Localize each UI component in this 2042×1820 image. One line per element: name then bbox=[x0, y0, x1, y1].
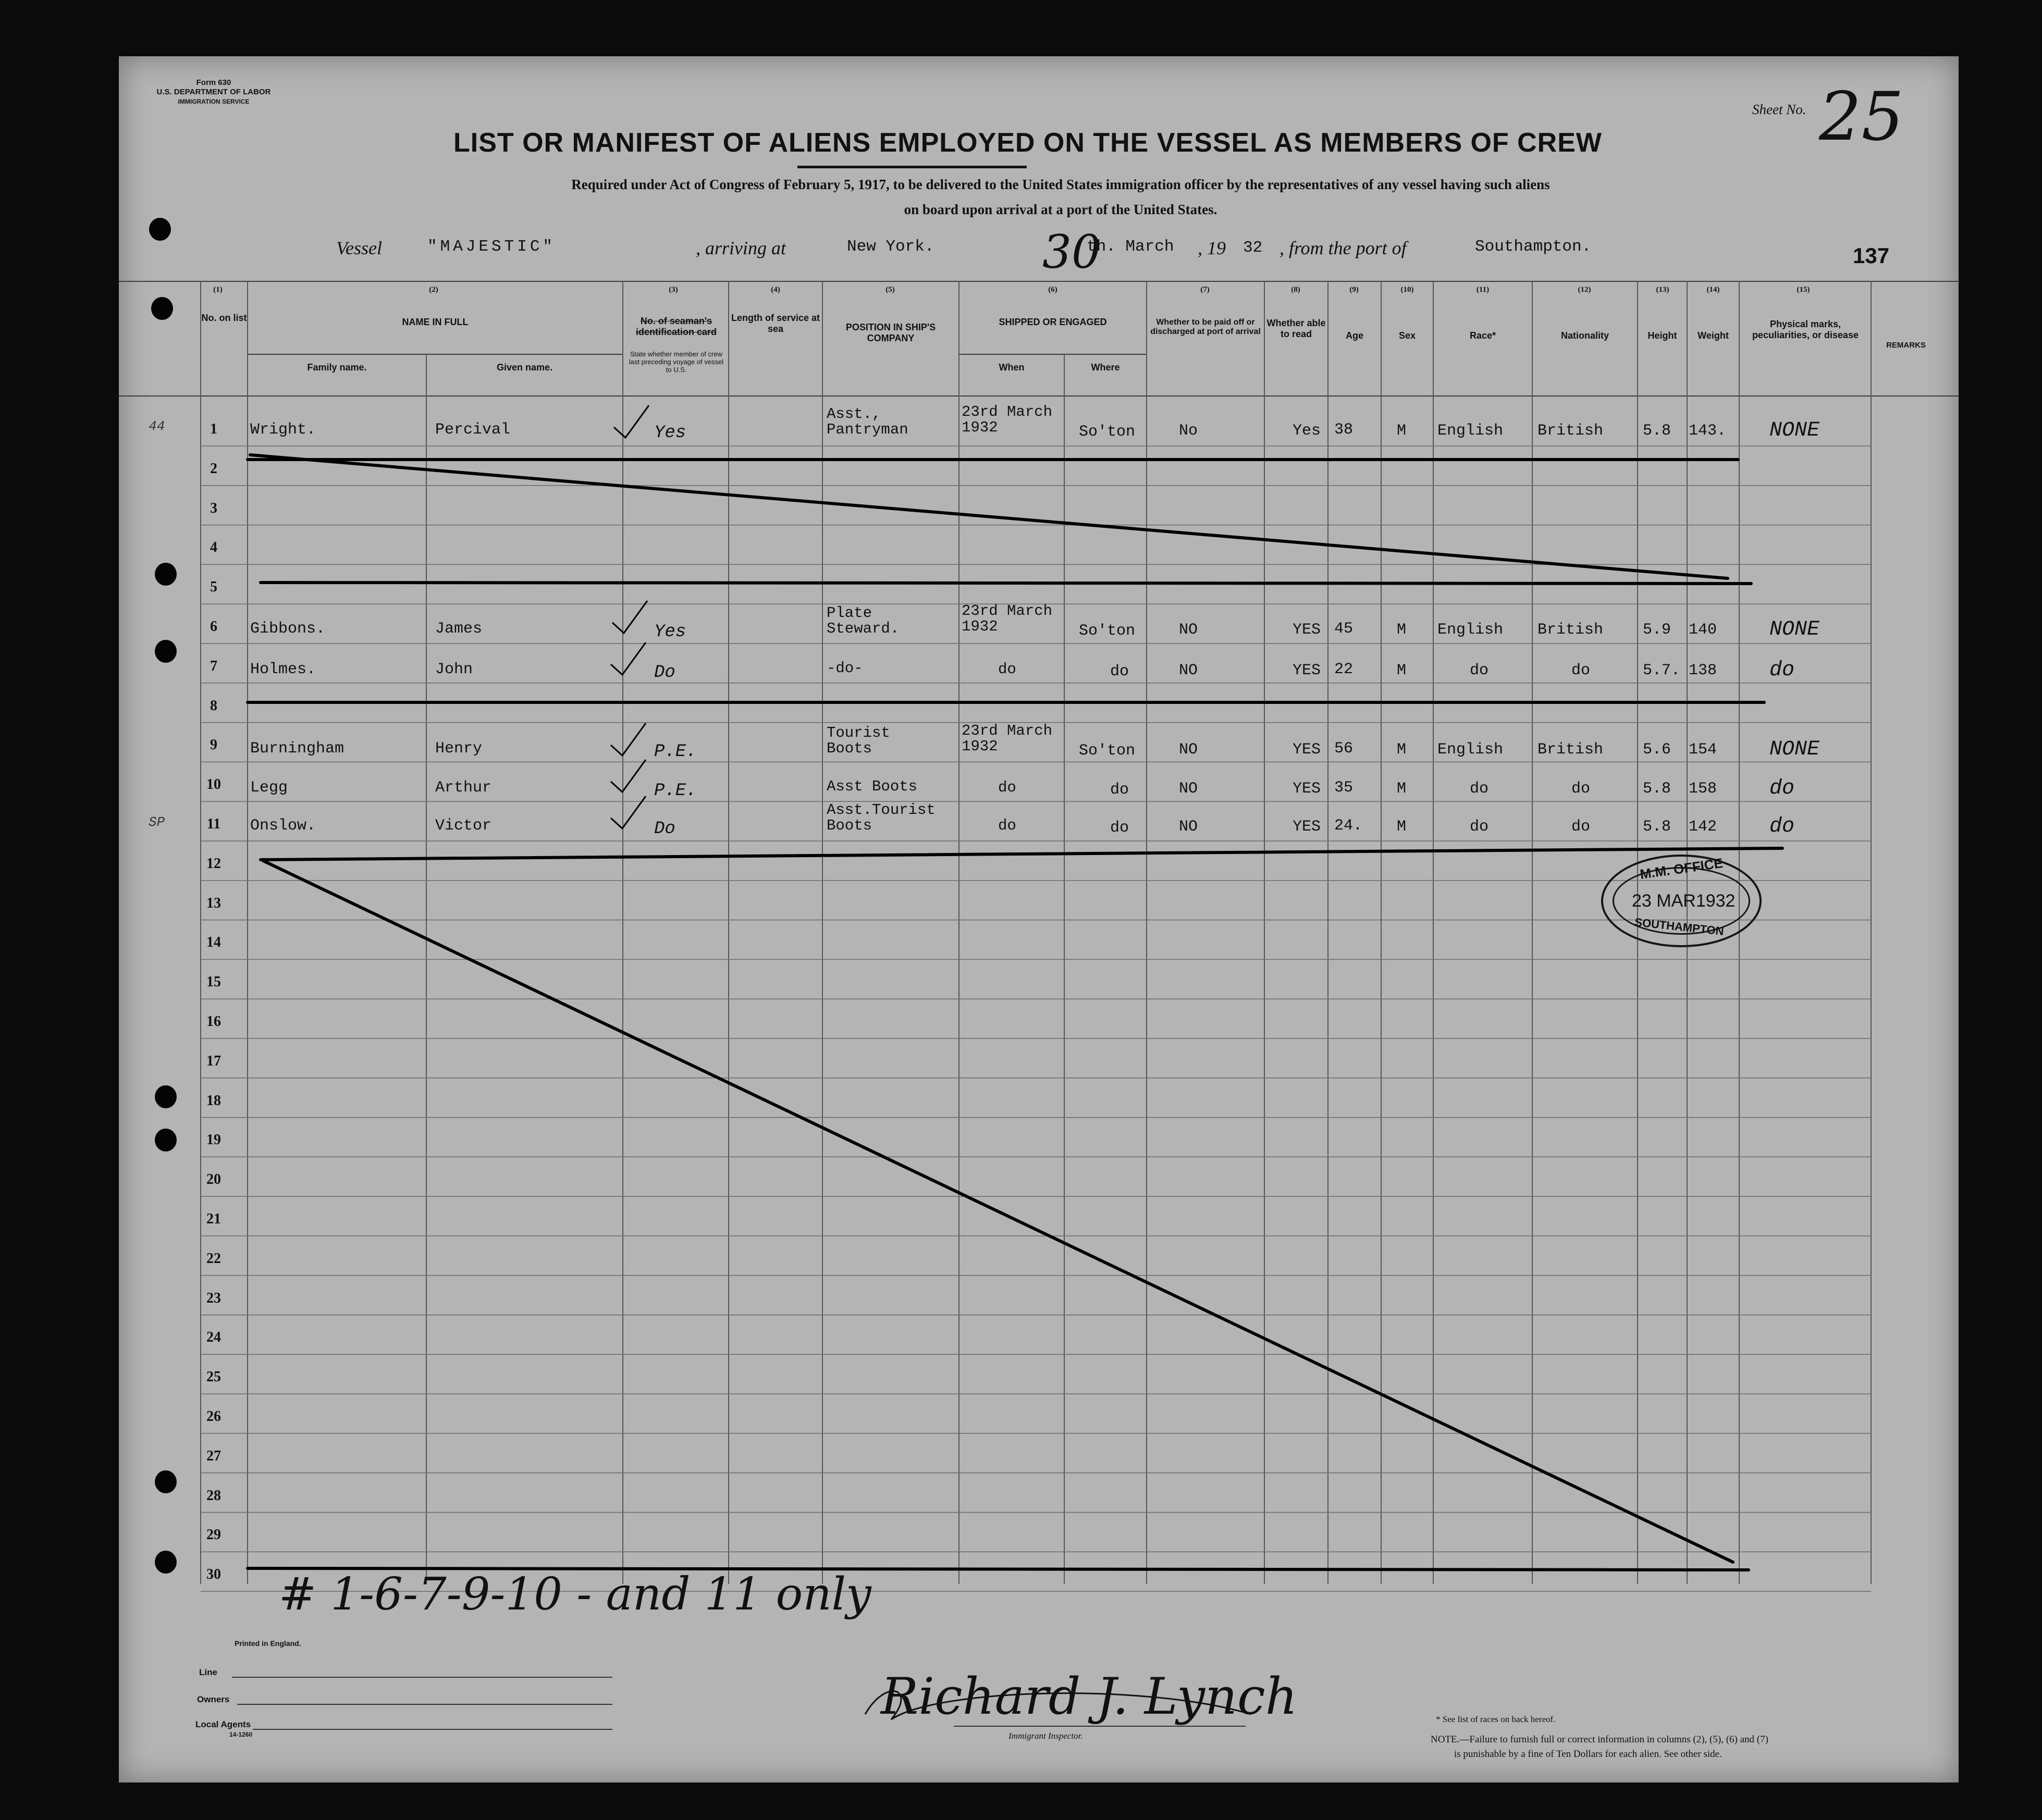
entry-sex: M bbox=[1397, 780, 1407, 798]
entry-position: Asst.Tourist Boots bbox=[827, 801, 936, 834]
entry-position: Plate Steward. bbox=[827, 604, 900, 637]
row-number: 14 bbox=[206, 934, 221, 951]
row-number: 20 bbox=[206, 1171, 221, 1188]
row-number: 19 bbox=[206, 1132, 221, 1148]
row-number: 10 bbox=[206, 776, 221, 793]
column-number: (5) bbox=[885, 286, 895, 294]
entry-nationality: do bbox=[1571, 662, 1591, 679]
row-number: 16 bbox=[206, 1013, 221, 1030]
row-number: 7 bbox=[210, 658, 217, 674]
row-number: 25 bbox=[206, 1369, 221, 1385]
entry-paid: No bbox=[1179, 422, 1198, 440]
row-number: 27 bbox=[206, 1447, 221, 1464]
arrival-month: th. March bbox=[1087, 238, 1174, 256]
entry-prev: Do bbox=[654, 663, 675, 683]
entry-weight: 158 bbox=[1689, 780, 1717, 798]
entry-family: Legg bbox=[250, 779, 288, 797]
row-number: 3 bbox=[210, 500, 217, 516]
col-seaman-card: No. of seaman's identification card bbox=[635, 316, 717, 337]
stamp-date: 23 MAR1932 bbox=[1632, 891, 1736, 911]
col-nationality: Nationality bbox=[1560, 330, 1609, 341]
row-number: 26 bbox=[206, 1408, 221, 1425]
entry-prev: P.E. bbox=[654, 781, 697, 801]
entry-weight: 142 bbox=[1689, 818, 1717, 836]
row-number: 2 bbox=[210, 460, 217, 477]
col-weight: Weight bbox=[1697, 330, 1729, 341]
column-number: (13) bbox=[1656, 286, 1669, 294]
entry-when: 23rd March 1932 bbox=[962, 602, 1053, 635]
inspector-signature: Richard J. Lynch bbox=[881, 1667, 1298, 1726]
service-name: IMMIGRATION SERVICE bbox=[178, 98, 250, 105]
entry-height: 5.8 bbox=[1643, 422, 1671, 440]
col-name-in-full: NAME IN FULL bbox=[402, 317, 469, 327]
entry-when: do bbox=[998, 817, 1016, 834]
entry-read: YES bbox=[1293, 780, 1321, 798]
department-name: U.S. DEPARTMENT OF LABOR bbox=[156, 88, 271, 96]
entry-prev: Yes bbox=[654, 622, 686, 642]
entry-family: Wright. bbox=[250, 421, 316, 439]
column-number: (6) bbox=[1048, 286, 1057, 294]
entry-family: Gibbons. bbox=[250, 620, 326, 638]
col-when: When bbox=[999, 362, 1025, 373]
entry-height: 5.6 bbox=[1643, 741, 1671, 759]
entry-height: 5.8 bbox=[1643, 818, 1671, 836]
entry-position: -do- bbox=[827, 660, 863, 677]
row-number: 8 bbox=[210, 697, 217, 714]
entry-race: English bbox=[1437, 621, 1504, 639]
entry-age: 45 bbox=[1334, 620, 1354, 638]
column-number: (7) bbox=[1200, 286, 1210, 294]
penalty-note-1: NOTE.—Failure to furnish full or correct information in columns (2), (5), (6) and (7) bbox=[1431, 1734, 1768, 1745]
year-suffix: 32 bbox=[1243, 239, 1263, 257]
entry-weight: 154 bbox=[1689, 741, 1717, 759]
entry-nationality: British bbox=[1537, 621, 1604, 639]
column-number: (1) bbox=[213, 286, 223, 294]
entry-race: do bbox=[1470, 818, 1489, 836]
stamp-place: SOUTHAMPTON bbox=[1634, 915, 1725, 938]
entry-age: 24. bbox=[1334, 817, 1363, 835]
entry-where: do bbox=[1110, 663, 1129, 680]
entry-read: YES bbox=[1293, 621, 1321, 639]
entry-nationality: British bbox=[1537, 422, 1604, 440]
entry-paid: NO bbox=[1179, 780, 1198, 798]
entry-marks: do bbox=[1769, 815, 1795, 838]
entry-sex: M bbox=[1397, 741, 1407, 759]
entry-race: do bbox=[1470, 780, 1489, 798]
page-title: LIST OR MANIFEST OF ALIENS EMPLOYED ON THE VESSEL AS MEMBERS OF CREW bbox=[453, 128, 1602, 158]
page-count: 137 bbox=[1853, 243, 1890, 268]
col-age: Age bbox=[1345, 330, 1363, 341]
entry-age: 35 bbox=[1334, 779, 1354, 797]
entry-margin: SP bbox=[149, 814, 165, 830]
entry-paid: NO bbox=[1179, 741, 1198, 759]
col-race: Race* bbox=[1469, 330, 1496, 341]
entry-position: Asst., Pantryman bbox=[827, 405, 908, 438]
row-number: 22 bbox=[206, 1250, 221, 1267]
footer-agent-code: 14-1260 bbox=[229, 1731, 253, 1738]
from-port: Southampton. bbox=[1475, 238, 1592, 256]
title-underline bbox=[797, 166, 1027, 168]
column-number: (10) bbox=[1400, 286, 1414, 294]
entry-where: So'ton bbox=[1079, 423, 1136, 441]
entry-given: Victor bbox=[435, 817, 492, 835]
column-number: (3) bbox=[669, 286, 678, 294]
entry-height: 5.9 bbox=[1643, 621, 1671, 639]
col-sex: Sex bbox=[1398, 330, 1416, 341]
entry-family: Onslow. bbox=[250, 817, 316, 835]
footer-agents-rule bbox=[253, 1729, 612, 1730]
stamp-office: M.M. OFFICE bbox=[1639, 855, 1724, 883]
entry-given: James bbox=[435, 620, 483, 638]
entry-nationality: do bbox=[1571, 818, 1591, 836]
column-number: (15) bbox=[1797, 286, 1810, 294]
entry-race: English bbox=[1437, 422, 1504, 440]
vessel-label: Vessel bbox=[336, 238, 382, 258]
footer-owners-rule bbox=[237, 1704, 612, 1705]
entry-sex: M bbox=[1397, 621, 1407, 639]
entry-prev: P.E. bbox=[654, 742, 697, 762]
entry-prev: Do bbox=[654, 819, 675, 839]
entry-family: Burningham bbox=[250, 740, 345, 758]
signature-rule bbox=[954, 1726, 1246, 1727]
entry-race: English bbox=[1437, 741, 1504, 759]
entry-height: 5.8 bbox=[1643, 780, 1671, 798]
entry-given: Arthur bbox=[435, 779, 492, 797]
entry-read: Yes bbox=[1293, 422, 1321, 440]
entry-marks: NONE bbox=[1769, 738, 1820, 761]
entry-where: do bbox=[1110, 781, 1129, 799]
arriving-label: , arriving at bbox=[696, 238, 786, 258]
entry-when: do bbox=[998, 661, 1016, 678]
col-shipped: SHIPPED OR ENGAGED bbox=[999, 317, 1107, 327]
column-number: (14) bbox=[1706, 286, 1720, 294]
col-able-read: Whether able to read bbox=[1266, 318, 1326, 339]
entry-where: do bbox=[1110, 819, 1129, 837]
entry-height: 5.7. bbox=[1643, 662, 1681, 679]
entry-weight: 138 bbox=[1689, 662, 1717, 679]
column-number: (8) bbox=[1291, 286, 1300, 294]
column-number: (4) bbox=[771, 286, 780, 294]
entry-age: 56 bbox=[1334, 740, 1354, 758]
printed-in-england: Printed in England. bbox=[235, 1639, 301, 1648]
arrival-day: 30 bbox=[1042, 225, 1101, 279]
entry-read: YES bbox=[1293, 662, 1321, 679]
from-port-label: , from the port of bbox=[1280, 238, 1407, 258]
entry-sex: M bbox=[1397, 662, 1407, 679]
footer-agents-label: Local Agents bbox=[195, 1719, 251, 1729]
entry-sex: M bbox=[1397, 818, 1407, 836]
row-number: 9 bbox=[210, 737, 217, 753]
column-number: (9) bbox=[1349, 286, 1359, 294]
row-number: 29 bbox=[206, 1527, 221, 1543]
row-number: 11 bbox=[206, 816, 221, 832]
entry-marks: do bbox=[1769, 777, 1795, 800]
footer-owners-label: Owners bbox=[197, 1694, 230, 1704]
entry-marks: NONE bbox=[1769, 618, 1820, 641]
sheet-label: Sheet No. bbox=[1752, 102, 1806, 117]
row-number: 23 bbox=[206, 1290, 221, 1306]
vessel-name: "MAJESTIC" bbox=[427, 238, 556, 256]
row-number: 28 bbox=[206, 1487, 221, 1504]
col-family-name: Family name. bbox=[307, 362, 367, 373]
entry-paid: NO bbox=[1179, 621, 1198, 639]
entry-weight: 143. bbox=[1689, 422, 1727, 440]
entry-age: 38 bbox=[1334, 421, 1354, 439]
column-number: (2) bbox=[429, 286, 438, 294]
row-number: 18 bbox=[206, 1092, 221, 1109]
entry-age: 22 bbox=[1334, 661, 1354, 678]
col-position: POSITION IN SHIP'S COMPANY bbox=[845, 322, 936, 343]
mm-office-stamp bbox=[1601, 855, 1762, 947]
inspector-title: Immigrant Inspector. bbox=[1008, 1731, 1083, 1741]
entry-sex: M bbox=[1397, 422, 1407, 440]
sheet-number: 25 bbox=[1819, 78, 1904, 156]
col-paid-off: Whether to be paid off or discharged at port of arrival bbox=[1150, 318, 1261, 336]
row-number: 17 bbox=[206, 1053, 221, 1069]
entry-marks: do bbox=[1769, 659, 1795, 682]
footer-line-label: Line bbox=[199, 1667, 217, 1677]
row-number: 12 bbox=[206, 855, 221, 872]
check-marks bbox=[611, 405, 649, 828]
entry-paid: NO bbox=[1179, 662, 1198, 679]
entry-nationality: do bbox=[1571, 780, 1591, 798]
entry-when: 23rd March 1932 bbox=[962, 403, 1053, 436]
col-no-on-list: No. on list bbox=[201, 313, 247, 323]
entry-read: YES bbox=[1293, 741, 1321, 759]
col-last-voyage-note: State whether member of crew last preceding voyage of vessel to U.S. bbox=[629, 350, 724, 374]
row-number: 6 bbox=[210, 618, 217, 635]
entry-given: John bbox=[435, 661, 473, 678]
col-length-service: Length of service at sea bbox=[731, 313, 820, 334]
entry-position: Tourist Boots bbox=[827, 724, 890, 757]
entry-weight: 140 bbox=[1689, 621, 1717, 639]
year-prefix: , 19 bbox=[1198, 238, 1226, 258]
entry-prev: Yes bbox=[654, 423, 686, 443]
entry-read: YES bbox=[1293, 818, 1321, 836]
column-number: (11) bbox=[1476, 286, 1490, 294]
entry-nationality: British bbox=[1537, 741, 1604, 759]
column-number: (12) bbox=[1578, 286, 1591, 294]
row-number: 24 bbox=[206, 1329, 221, 1346]
row-number: 4 bbox=[210, 539, 217, 556]
row-number: 21 bbox=[206, 1211, 221, 1227]
races-footnote: * See list of races on back hereof. bbox=[1436, 1714, 1556, 1724]
entry-paid: NO bbox=[1179, 818, 1198, 836]
entry-marks: NONE bbox=[1769, 419, 1820, 442]
penalty-note-2: is punishable by a fine of Ten Dollars for each alien. See other side. bbox=[1454, 1749, 1722, 1760]
footer-line-rule bbox=[232, 1677, 612, 1678]
entry-race: do bbox=[1470, 662, 1489, 679]
entry-position: Asst Boots bbox=[827, 778, 918, 795]
entry-where: So'ton bbox=[1079, 742, 1136, 760]
entry-when: 23rd March 1932 bbox=[962, 722, 1053, 755]
col-where: Where bbox=[1091, 362, 1120, 373]
entry-where: So'ton bbox=[1079, 622, 1136, 640]
form-number: Form 630 bbox=[196, 78, 231, 87]
row-number: 1 bbox=[210, 421, 217, 437]
entry-family: Holmes. bbox=[250, 661, 316, 678]
col-given-name: Given name. bbox=[496, 362, 553, 373]
entry-given: Percival bbox=[435, 421, 511, 439]
subtitle bbox=[365, 172, 1756, 222]
col-physical-marks: Physical marks, peculiarities, or disease bbox=[1752, 319, 1859, 340]
entry-when: do bbox=[998, 779, 1016, 796]
arriving-port: New York. bbox=[847, 238, 934, 256]
entry-margin: 44 bbox=[149, 418, 165, 434]
row-number: 5 bbox=[210, 579, 217, 596]
row-number: 15 bbox=[206, 974, 221, 991]
handwritten-selection-note: # 1-6-7-9-10 - and 11 only bbox=[279, 1568, 871, 1620]
row-number: 30 bbox=[206, 1566, 221, 1583]
subtitle-line-1: Required under Act of Congress of February 5, 1917, to be delivered to the United States immigration officer by the representatives of any vessel having such aliens bbox=[571, 177, 1550, 192]
entry-given: Henry bbox=[435, 740, 483, 758]
col-height: Height bbox=[1647, 330, 1677, 341]
subtitle-line-2: on board upon arrival at a port of the United States. bbox=[904, 202, 1217, 217]
row-number: 13 bbox=[206, 895, 221, 911]
col-remarks: REMARKS bbox=[1886, 341, 1926, 350]
